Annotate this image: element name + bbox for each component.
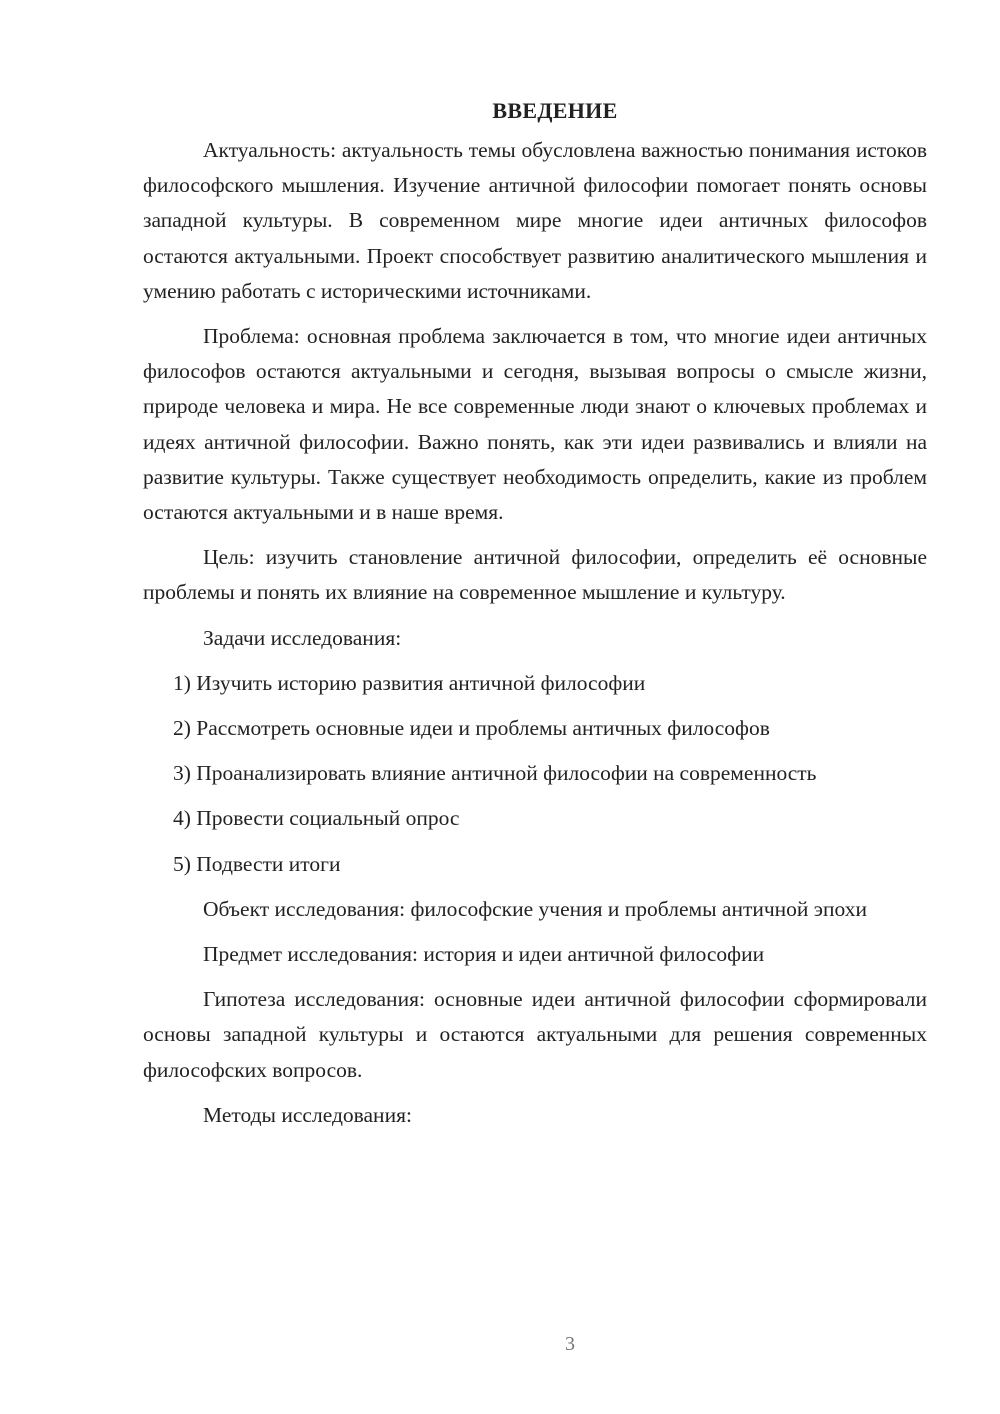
page-number: 3	[565, 1333, 575, 1355]
list-item: 2) Рассмотреть основные идеи и проблемы античных философов	[173, 716, 770, 741]
list-item: 5) Подвести итоги	[173, 851, 341, 876]
paragraph-subject: Предмет исследования: история и идеи античной философии	[203, 942, 765, 967]
tasks-list	[143, 666, 927, 882]
paragraph-object: Объект исследования: философские учения и проблемы античной эпохи	[203, 896, 868, 921]
paragraph-goal: Цель: изучить становление античной философии, определить её основные проблемы и понять их влияние на современное мышление и культуру.	[143, 545, 927, 605]
document-page	[143, 95, 927, 1143]
paragraph-relevance: Актуальность: актуальность темы обусловлена важностью понимания истоков философского мышления. Изучение античной философии помогает понять основы западной культуры. В современном мире многие идеи античных философов остаются актуальными. Проект способствует развитию аналитического мышления и умению работать с историческими источниками.	[143, 138, 927, 303]
page-title: ВВЕДЕНИЕ	[492, 98, 618, 123]
methods-heading: Методы исследования:	[203, 1102, 412, 1127]
list-item: 4) Провести социальный опрос	[173, 806, 460, 831]
paragraph-problem: Проблема: основная проблема заключается в том, что многие идеи античных философов остаются актуальными и сегодня, вызывая вопросы о смысле жизни, природе человека и мира. Не все современные люди знают о ключевых проблемах и идеях античной философии. Важно понять, как эти идеи развивались и влияли на развитие культуры. Также существует необходимость определить, какие из проблем остаются актуальными и в наше время.	[143, 324, 927, 525]
list-item: 3) Проанализировать влияние античной философии на современность	[173, 761, 817, 786]
tasks-heading: Задачи исследования:	[203, 625, 402, 650]
list-item: 1) Изучить историю развития античной философии	[173, 670, 646, 695]
paragraph-hypothesis: Гипотеза исследования: основные идеи античной философии сформировали основы западной культуры и остаются актуальными для решения современных философских вопросов.	[143, 987, 927, 1082]
